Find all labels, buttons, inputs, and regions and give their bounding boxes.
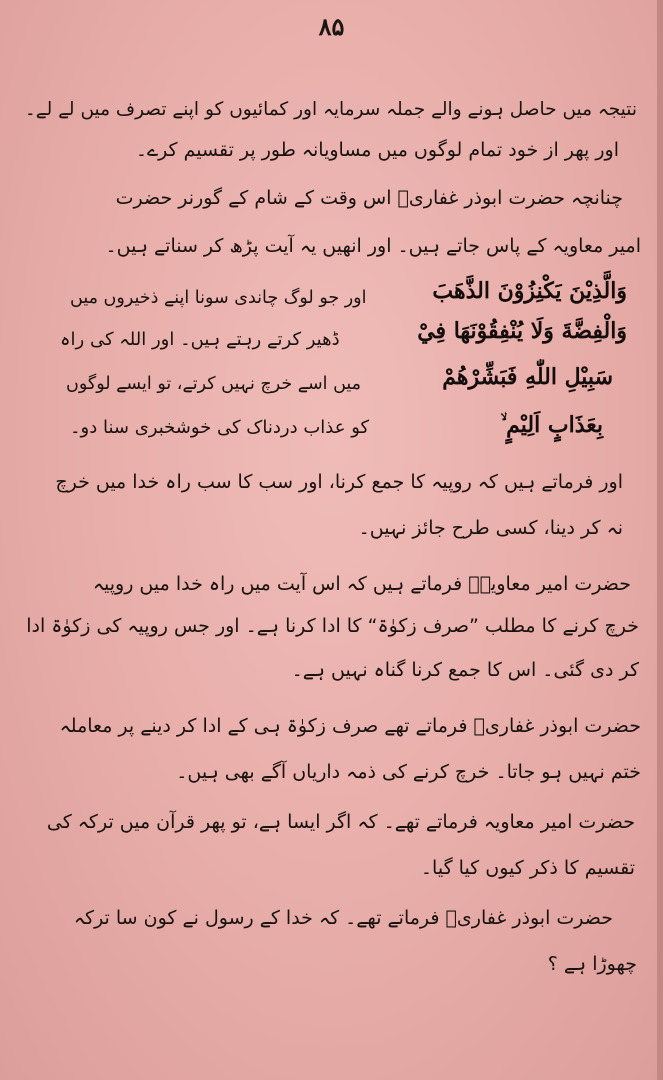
text-line: خرچ کرنے کا مطلب ”صرف زکوٰۃ“ کا ادا کرنا ہے۔ اور جس روپیہ کی زکوٰۃ ادا <box>26 615 639 637</box>
text-line: نتیجہ میں حاصل ہونے والے جملہ سرمایہ اور کمائیوں کو اپنے تصرف میں لے لے۔ <box>24 99 637 120</box>
verse-arabic-line: سَبِيْلِ اللّٰهِ فَبَشِّرْهُمْ <box>442 364 613 390</box>
text-line: اور پھر از خود تمام لوگوں میں مساویانہ طور پر تقسیم کرے۔ <box>135 139 619 161</box>
verse-arabic-line: وَالْفِضَّةَ وَلَا يُنْفِقُوْنَهَا فِيْ <box>417 318 627 344</box>
page-number: ۸۵ <box>318 12 345 41</box>
text-line: حضرت امیر معاویہؓ فرماتے ہیں کہ اس آیت میں راہ خدا میں روپیہ <box>92 573 631 595</box>
verse-translation-line: اور جو لوگ چاندی سونا اپنے ذخیروں میں <box>70 288 367 308</box>
verse-arabic-line: بِعَذَابٍ اَلِيْمٍ ۙ <box>500 412 603 438</box>
verse-translation-line: میں اسے خرچ نہیں کرتے، تو ایسے لوگوں <box>66 374 362 394</box>
text-line: نہ کر دینا، کسی طرح جائز نہیں۔ <box>358 517 623 539</box>
verse-translation-line: ڈھیر کرتے رہتے ہیں۔ اور اللہ کی راہ <box>60 329 340 350</box>
text-line: حضرت امیر معاویہ فرماتے تھے۔ کہ اگر ایسا ہے، تو پھر قرآن میں ترکہ کی <box>46 811 635 833</box>
text-line: چھوڑا ہے ؟ <box>547 953 637 975</box>
text-line: حضرت ابوذر غفاریؓ فرماتے تھے۔ کہ خدا کے رسول نے کون سا ترکہ <box>73 907 613 929</box>
text-line: کر دی گئی۔ اس کا جمع کرنا گناہ نہیں ہے۔ <box>291 659 639 681</box>
text-line: تقسیم کا ذکر کیوں کیا گیا۔ <box>420 857 635 879</box>
page-edge <box>657 0 663 1080</box>
verse-translation-line: کو عذاب دردناک کی خوشخبری سنا دو۔ <box>70 417 370 438</box>
text-line: ختم نہیں ہو جاتا۔ خرچ کرنے کی ذمہ داریاں آگے بھی ہیں۔ <box>176 761 641 783</box>
text-line: چنانچہ حضرت ابوذر غفاریؓ اس وقت کے شام کے گورنر حضرت <box>115 187 623 209</box>
text-line: حضرت ابوذر غفاریؓ فرماتے تھے صرف زکوٰۃ ہی کے ادا کر دینے پر معاملہ <box>59 715 641 737</box>
verse-arabic-line: وَالَّذِيْنَ يَكْنِزُوْنَ الذَّهَبَ <box>432 278 627 304</box>
text-line: امیر معاویہ کے پاس جاتے ہیں۔ اور انھیں یہ آیت پڑھ کر سناتے ہیں۔ <box>105 235 641 257</box>
text-line: اور فرماتے ہیں کہ روپیہ کا جمع کرنا، اور سب کا سب راہ خدا میں خرچ <box>55 471 623 493</box>
